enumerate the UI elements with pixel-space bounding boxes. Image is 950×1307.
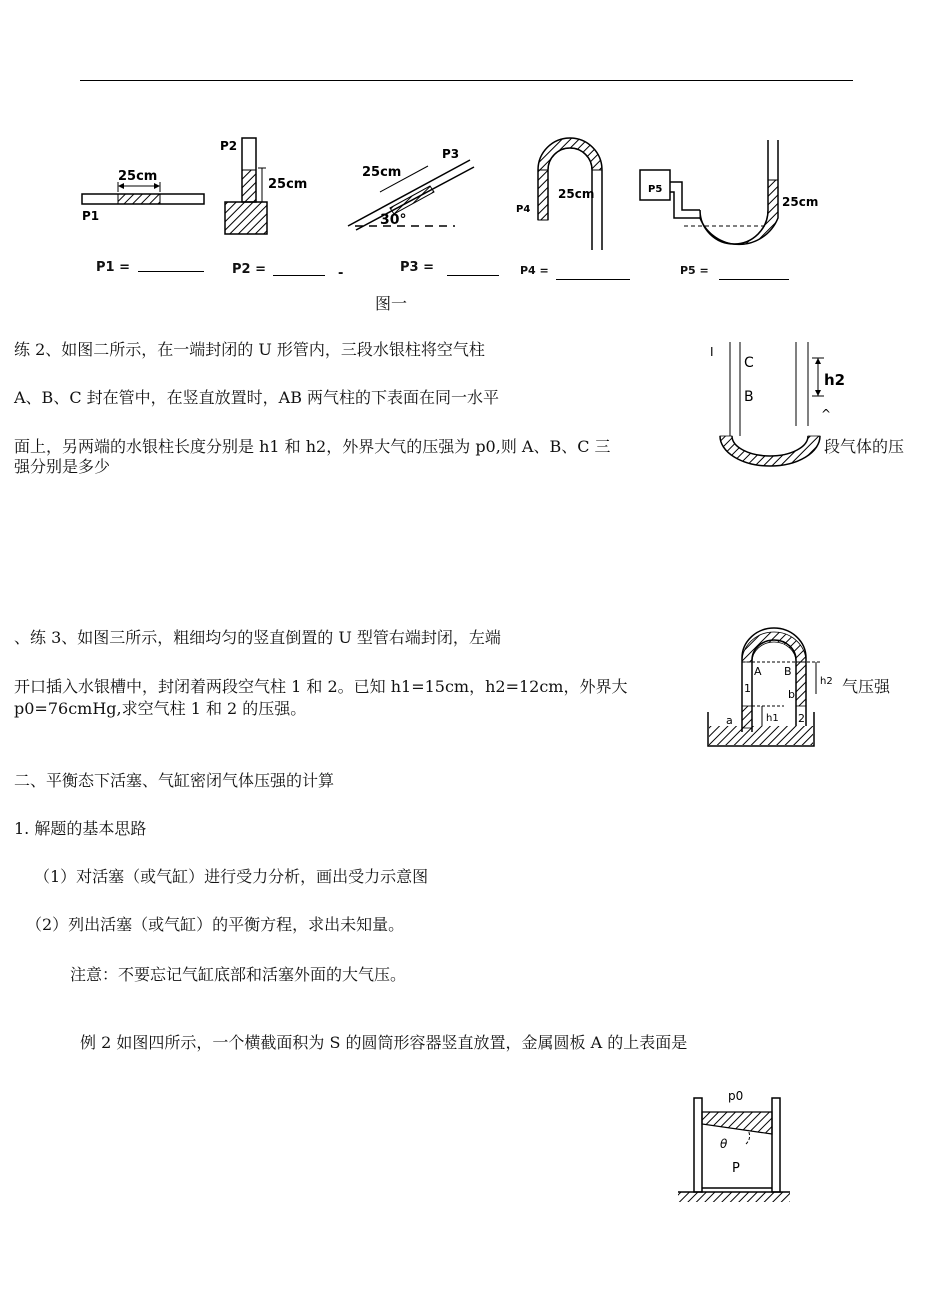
figure-3-label-b-upper: B bbox=[784, 665, 792, 678]
blank-p5[interactable] bbox=[719, 279, 789, 280]
diagram-2-vertical-tube bbox=[220, 138, 307, 234]
figure-2 bbox=[706, 336, 856, 468]
section-2-step-1: （1）对活塞（或气缸）进行受力分析，画出受力示意图 bbox=[34, 867, 429, 886]
answer-p3: P3 = bbox=[400, 260, 434, 275]
figure-3-label-a-upper: A bbox=[754, 665, 762, 678]
blank-p1[interactable] bbox=[138, 271, 204, 272]
diagram-2-pressure: P2 bbox=[220, 139, 238, 153]
ex2-line-2: A、B、C 封在管中，在竖直放置时，AB 两气柱的下表面在同一水平 bbox=[14, 388, 500, 407]
figure-3 bbox=[704, 622, 844, 752]
blank-p4[interactable] bbox=[556, 279, 630, 280]
ex3-line-2-tail: 气压强 bbox=[842, 677, 891, 696]
diagram-4-inverted-u-tube bbox=[516, 138, 602, 250]
diagram-1-pressure: P1 bbox=[82, 209, 100, 223]
diagram-1-horizontal-tube bbox=[82, 169, 204, 223]
diagram-1-length: 25cm bbox=[118, 169, 158, 184]
figure-3-label-h1: h1 bbox=[766, 713, 779, 724]
section-2-item-1: 1. 解题的基本思路 bbox=[14, 819, 147, 838]
figure-2-label-c: C bbox=[744, 355, 754, 371]
ex2-line-3: 面上，另两端的水银柱长度分别是 h1 和 h2，外界大气的压强为 p0,则 A、B、C 三 bbox=[14, 437, 611, 456]
answer-p1: P1 = bbox=[96, 260, 130, 275]
answer-p5: P5 = bbox=[680, 264, 709, 277]
section-2-step-2: （2）列出活塞（或气缸）的平衡方程，求出未知量。 bbox=[26, 915, 405, 934]
figure-1-caption: 图一 bbox=[375, 294, 408, 313]
ex3-line-1: 、练 3、如图三所示，粗细均匀的竖直倒置的 U 型管右端封闭，左端 bbox=[14, 628, 501, 647]
figure-2-label-i: I bbox=[710, 345, 714, 359]
diagram-4-pressure: P4 bbox=[516, 204, 531, 215]
diagram-3-pressure: P3 bbox=[442, 147, 460, 161]
figure-3-label-2: 2 bbox=[798, 712, 805, 725]
ex3-line-2: 开口插入水银槽中，封闭着两段空气柱 1 和 2。已知 h1=15cm，h2=12cm，外界大 bbox=[14, 677, 628, 696]
figure-2-label-b: B bbox=[744, 389, 754, 405]
figure-2-label-caret: ^ bbox=[821, 407, 832, 421]
answer-dash: - bbox=[338, 266, 344, 281]
figure-2-label-h2: h2 bbox=[824, 371, 846, 389]
answer-p4: P4 = bbox=[520, 264, 549, 277]
answer-p2: P2 = bbox=[232, 262, 266, 277]
diagram-3-length: 25cm bbox=[362, 165, 402, 180]
ex2-line-4: 强分别是多少 bbox=[14, 457, 111, 476]
figure-4-label-p: P bbox=[732, 1161, 740, 1176]
figure-4-label-p0: p0 bbox=[728, 1089, 744, 1103]
ex2-line-3-tail: 段气体的压 bbox=[824, 437, 905, 456]
blank-p2[interactable] bbox=[273, 275, 325, 276]
diagram-2-length: 25cm bbox=[268, 177, 308, 192]
figure-3-label-1: 1 bbox=[744, 682, 751, 695]
diagram-5-length: 25cm bbox=[782, 195, 819, 209]
diagram-5-pressure: P5 bbox=[648, 184, 663, 195]
figure-4-label-theta: θ bbox=[720, 1137, 728, 1151]
diagram-3-angle: 30° bbox=[380, 212, 407, 228]
diagram-5-u-tube-reservoir bbox=[640, 140, 818, 244]
section-2-note: 注意：不要忘记气缸底部和活塞外面的大气压。 bbox=[70, 965, 407, 984]
figure-1 bbox=[70, 130, 830, 290]
ex2-line-1: 练 2、如图二所示，在一端封闭的 U 形管内，三段水银柱将空气柱 bbox=[14, 340, 485, 359]
diagram-4-length: 25cm bbox=[558, 187, 595, 201]
blank-p3[interactable] bbox=[447, 275, 499, 276]
ex3-line-3: p0=76cmHg,求空气柱 1 和 2 的压强。 bbox=[14, 699, 307, 718]
figure-3-label-h2: h2 bbox=[820, 676, 833, 687]
header-rule bbox=[80, 80, 853, 81]
figure-4 bbox=[676, 1086, 792, 1206]
section-2-title: 二、平衡态下活塞、气缸密闭气体压强的计算 bbox=[14, 771, 335, 790]
figure-3-label-b-lower: b bbox=[788, 688, 795, 701]
diagram-3-inclined-tube bbox=[348, 147, 474, 230]
figure-3-label-a-lower: a bbox=[726, 714, 733, 727]
example-2-text: 例 2 如图四所示，一个横截面积为 S 的圆筒形容器竖直放置，金属圆板 A 的上表面是 bbox=[80, 1033, 688, 1052]
